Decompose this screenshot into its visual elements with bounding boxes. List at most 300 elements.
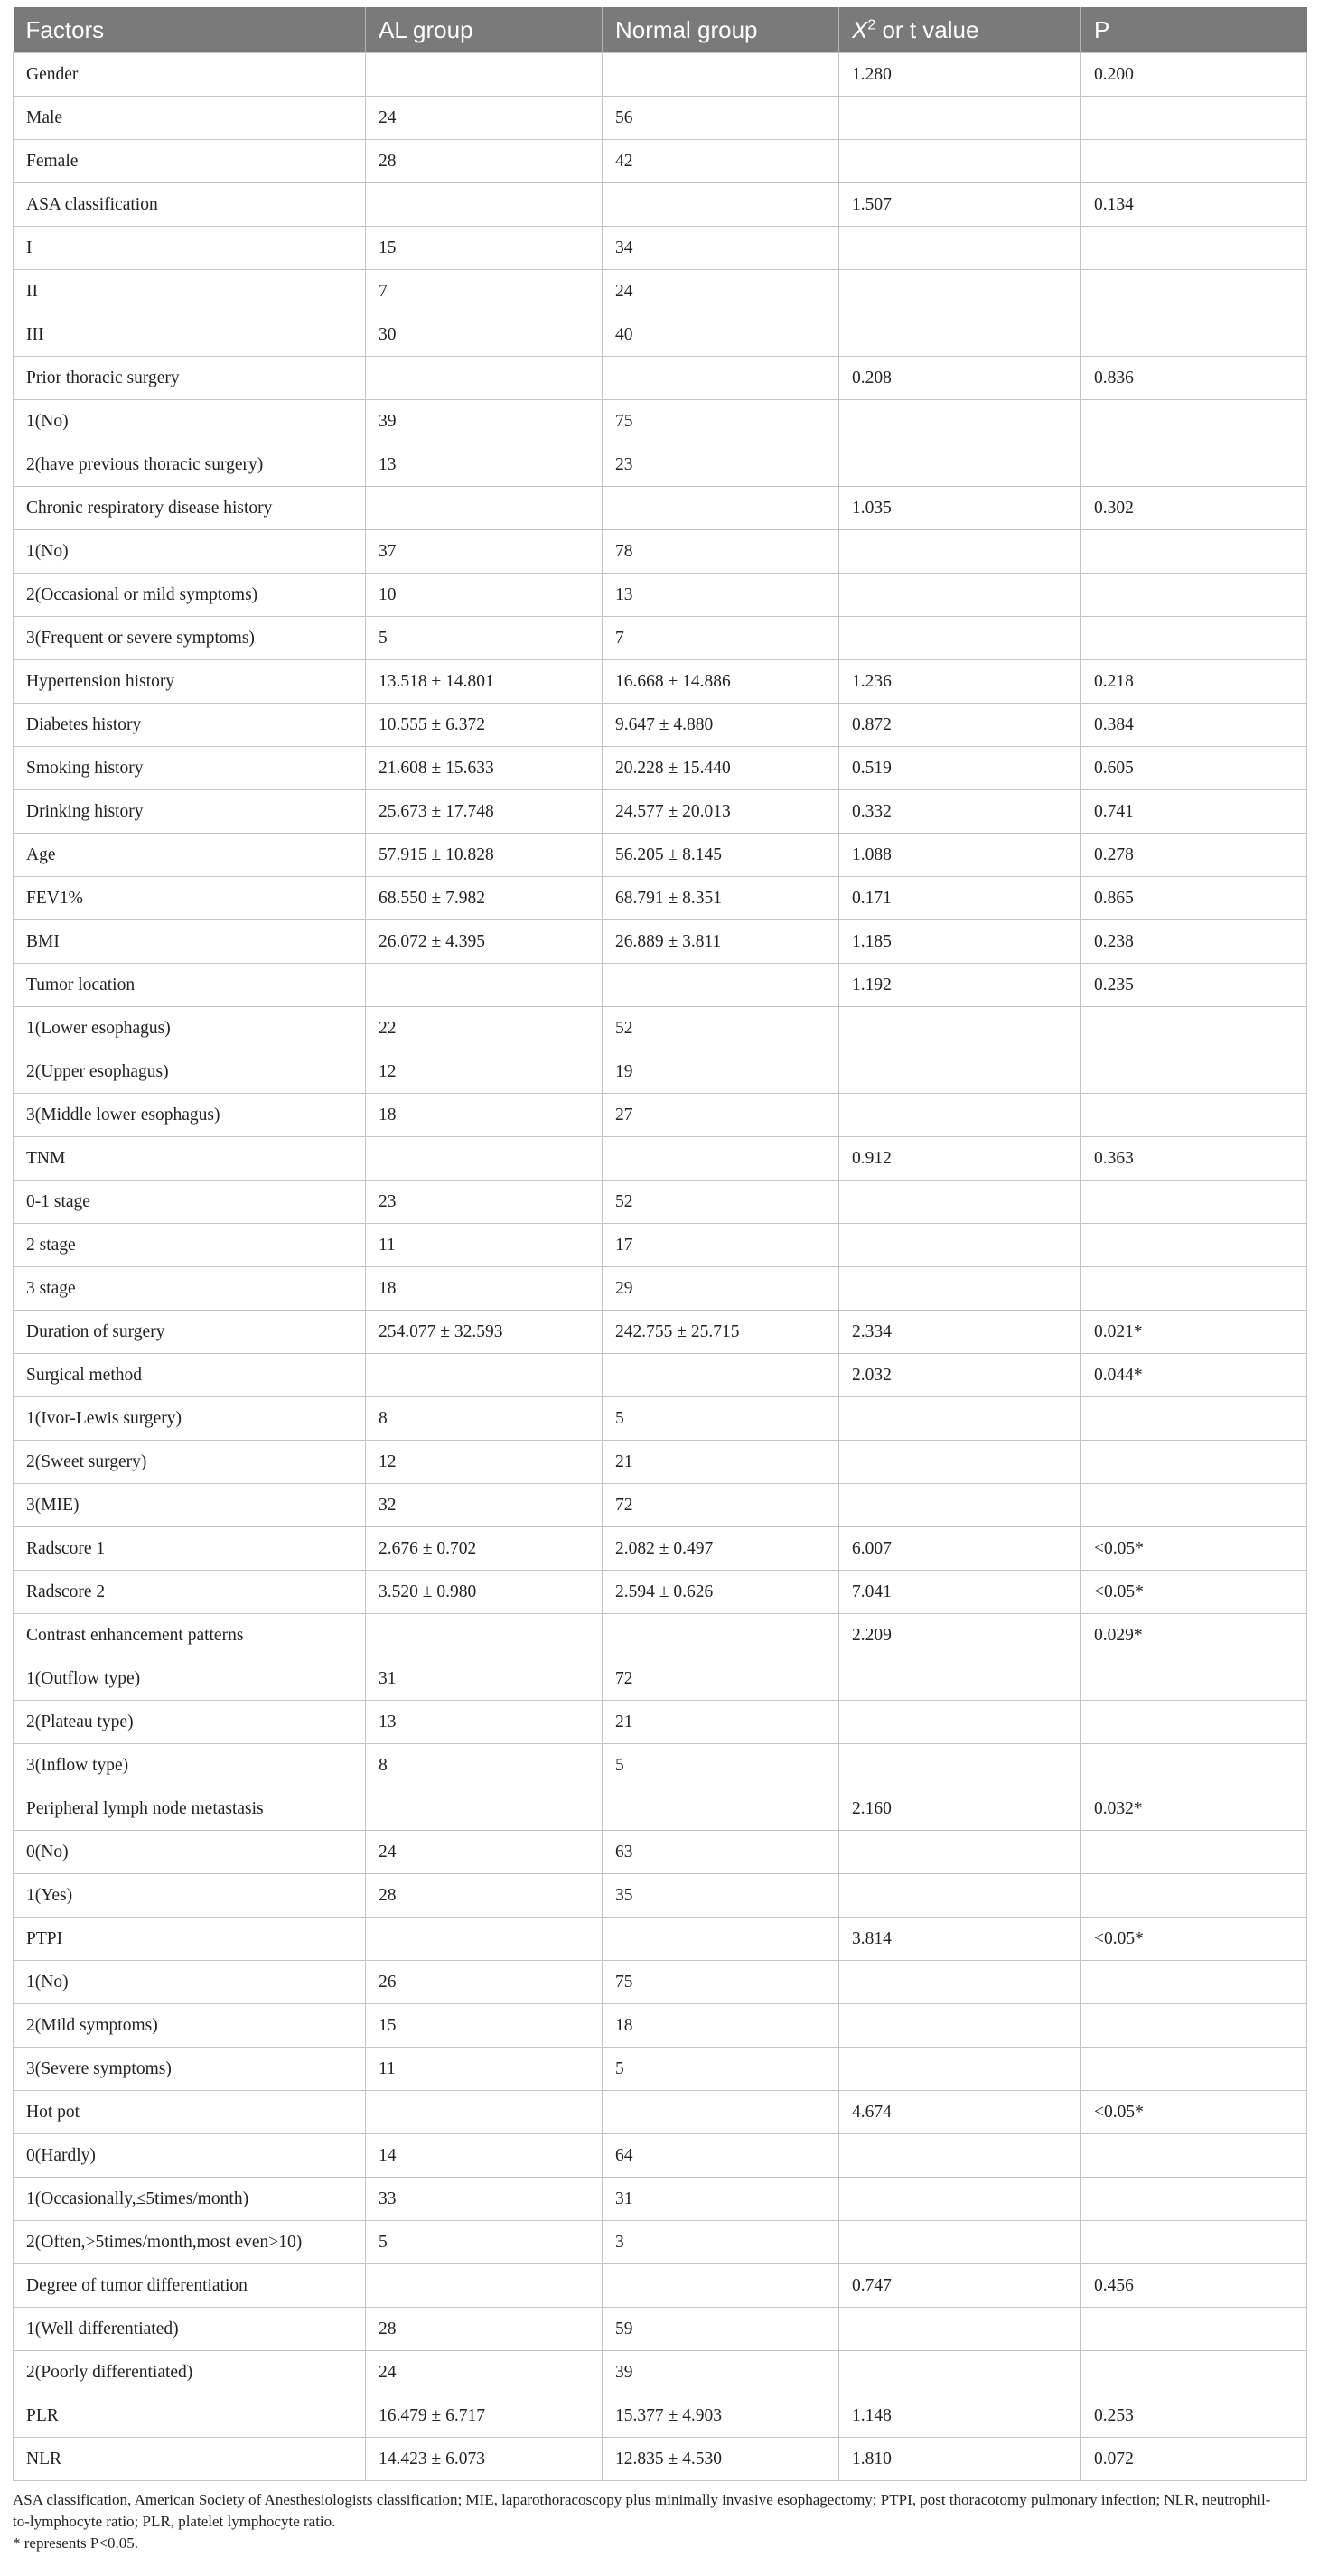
statistic-cell	[839, 1961, 1081, 2004]
statistic-cell	[839, 1181, 1081, 1224]
al-group-cell: 12	[366, 1050, 603, 1094]
factor-cell: 1(Yes)	[14, 1874, 366, 1918]
al-group-cell: 8	[366, 1397, 603, 1441]
normal-group-cell: 42	[603, 140, 839, 183]
normal-group-cell: 23	[603, 443, 839, 487]
table-row	[14, 660, 1307, 704]
p-value-cell	[1081, 443, 1307, 487]
al-group-cell: 15	[366, 227, 603, 270]
table-row	[14, 1614, 1307, 1657]
factor-cell: 1(No)	[14, 400, 366, 443]
factor-cell: 1(Well differentiated)	[14, 2308, 366, 2351]
factor-cell: 3(MIE)	[14, 1484, 366, 1527]
statistic-cell	[839, 1874, 1081, 1918]
table-row	[14, 920, 1307, 964]
statistic-cell: 1.192	[839, 964, 1081, 1007]
statistic-cell	[839, 2221, 1081, 2264]
table-row	[14, 530, 1307, 574]
table-row	[14, 790, 1307, 834]
footnote-significance: * represents P<0.05.	[13, 2534, 138, 2552]
al-group-cell	[366, 1137, 603, 1181]
al-group-cell: 14	[366, 2134, 603, 2178]
factor-cell: II	[14, 270, 366, 313]
table-row	[14, 2134, 1307, 2178]
p-value-cell	[1081, 2221, 1307, 2264]
p-value-cell	[1081, 1050, 1307, 1094]
p-value-cell	[1081, 1224, 1307, 1267]
statistic-cell: 1.280	[839, 53, 1081, 97]
table-row	[14, 400, 1307, 443]
factor-cell: Radscore 1	[14, 1527, 366, 1571]
table-row	[14, 270, 1307, 313]
factor-cell: 3(Severe symptoms)	[14, 2048, 366, 2091]
factor-cell: 1(No)	[14, 1961, 366, 2004]
al-group-cell: 13	[366, 1701, 603, 1744]
normal-group-cell: 7	[603, 617, 839, 660]
table-row	[14, 313, 1307, 357]
table-row	[14, 617, 1307, 660]
table-row	[14, 1787, 1307, 1831]
normal-group-cell: 16.668 ± 14.886	[603, 660, 839, 704]
p-value-cell: <0.05*	[1081, 1918, 1307, 1961]
normal-group-cell: 21	[603, 1441, 839, 1484]
normal-group-cell: 52	[603, 1007, 839, 1050]
statistic-cell	[839, 1701, 1081, 1744]
table-header	[14, 7, 1307, 53]
al-group-cell: 28	[366, 140, 603, 183]
table-row	[14, 574, 1307, 617]
factor-cell: 3(Inflow type)	[14, 1744, 366, 1787]
statistic-cell	[839, 1007, 1081, 1050]
al-group-cell: 10	[366, 574, 603, 617]
factor-cell: 1(Outflow type)	[14, 1657, 366, 1701]
factor-cell: BMI	[14, 920, 366, 964]
statistic-cell: 1.148	[839, 2394, 1081, 2438]
al-group-cell: 14.423 ± 6.073	[366, 2438, 603, 2481]
p-value-cell	[1081, 1484, 1307, 1527]
statistic-cell: 4.674	[839, 2091, 1081, 2134]
normal-group-cell: 40	[603, 313, 839, 357]
normal-group-cell: 20.228 ± 15.440	[603, 747, 839, 790]
al-group-cell: 15	[366, 2004, 603, 2048]
table-row	[14, 1831, 1307, 1874]
statistic-cell: 1.810	[839, 2438, 1081, 2481]
p-value-cell: 0.134	[1081, 183, 1307, 227]
factor-cell: Chronic respiratory disease history	[14, 487, 366, 530]
p-value-cell	[1081, 2004, 1307, 2048]
table-row	[14, 2351, 1307, 2394]
p-value-cell: 0.384	[1081, 704, 1307, 747]
factor-cell: I	[14, 227, 366, 270]
al-group-cell	[366, 2091, 603, 2134]
normal-group-cell: 9.647 ± 4.880	[603, 704, 839, 747]
normal-group-cell: 17	[603, 1224, 839, 1267]
p-value-cell: 0.363	[1081, 1137, 1307, 1181]
table-row	[14, 1744, 1307, 1787]
normal-group-cell: 242.755 ± 25.715	[603, 1311, 839, 1354]
normal-group-cell: 19	[603, 1050, 839, 1094]
al-group-cell	[366, 53, 603, 97]
p-value-cell	[1081, 97, 1307, 140]
p-value-cell: 0.278	[1081, 834, 1307, 877]
factor-cell: Diabetes history	[14, 704, 366, 747]
al-group-cell: 57.915 ± 10.828	[366, 834, 603, 877]
table-row	[14, 443, 1307, 487]
statistic-cell	[839, 2308, 1081, 2351]
al-group-cell: 18	[366, 1267, 603, 1311]
statistic-cell: 1.507	[839, 183, 1081, 227]
table-row	[14, 227, 1307, 270]
al-group-cell	[366, 1354, 603, 1397]
al-group-cell: 26.072 ± 4.395	[366, 920, 603, 964]
factor-cell: Peripheral lymph node metastasis	[14, 1787, 366, 1831]
normal-group-cell	[603, 1137, 839, 1181]
al-group-cell: 10.555 ± 6.372	[366, 704, 603, 747]
statistic-cell	[839, 443, 1081, 487]
normal-group-cell: 13	[603, 574, 839, 617]
al-group-cell	[366, 183, 603, 227]
normal-group-cell: 75	[603, 1961, 839, 2004]
al-group-cell	[366, 2264, 603, 2308]
statistic-cell	[839, 574, 1081, 617]
p-value-cell: 0.238	[1081, 920, 1307, 964]
footnote-abbreviations: ASA classification, American Society of Anesthesiologists classification; MIE, laparothoracoscopy plus minimally invasive esophagectomy; PTPI, post thoracotomy pulmonary infection; NLR, neutrophil-to-lymphocyte ratio; PLR, platelet lymphocyte ratio.	[13, 2491, 1271, 2530]
normal-group-cell	[603, 2264, 839, 2308]
normal-group-cell: 24	[603, 270, 839, 313]
table-row	[14, 1311, 1307, 1354]
p-value-cell	[1081, 313, 1307, 357]
header-normal-group: Normal group	[603, 7, 839, 53]
p-value-cell	[1081, 1441, 1307, 1484]
normal-group-cell	[603, 53, 839, 97]
factor-cell: FEV1%	[14, 877, 366, 920]
p-value-cell	[1081, 1181, 1307, 1224]
p-value-cell	[1081, 1744, 1307, 1787]
header-statistic-label: or t value	[875, 15, 979, 43]
al-group-cell: 28	[366, 2308, 603, 2351]
factor-cell: 1(No)	[14, 530, 366, 574]
al-group-cell	[366, 1787, 603, 1831]
statistic-cell	[839, 1094, 1081, 1137]
al-group-cell: 13	[366, 443, 603, 487]
normal-group-cell: 5	[603, 1744, 839, 1787]
p-value-cell	[1081, 2134, 1307, 2178]
table-body	[14, 53, 1307, 2481]
statistic-cell	[839, 400, 1081, 443]
p-value-cell	[1081, 1961, 1307, 2004]
p-value-cell: <0.05*	[1081, 1527, 1307, 1571]
al-group-cell: 5	[366, 2221, 603, 2264]
factor-cell: 2(Occasional or mild symptoms)	[14, 574, 366, 617]
p-value-cell: 0.253	[1081, 2394, 1307, 2438]
factor-cell: Gender	[14, 53, 366, 97]
p-value-cell	[1081, 2308, 1307, 2351]
p-value-cell	[1081, 1267, 1307, 1311]
normal-group-cell: 18	[603, 2004, 839, 2048]
table-row	[14, 1657, 1307, 1701]
factor-cell: Hot pot	[14, 2091, 366, 2134]
factor-cell: 2(Often,>5times/month,most even>10)	[14, 2221, 366, 2264]
p-value-cell	[1081, 530, 1307, 574]
statistic-cell	[839, 1831, 1081, 1874]
table-row	[14, 183, 1307, 227]
p-value-cell: <0.05*	[1081, 1571, 1307, 1614]
statistic-cell	[839, 1744, 1081, 1787]
normal-group-cell: 56	[603, 97, 839, 140]
table-row	[14, 1267, 1307, 1311]
normal-group-cell: 63	[603, 1831, 839, 1874]
p-value-cell	[1081, 574, 1307, 617]
al-group-cell: 33	[366, 2178, 603, 2221]
normal-group-cell: 24.577 ± 20.013	[603, 790, 839, 834]
statistic-cell	[839, 97, 1081, 140]
factor-cell: ASA classification	[14, 183, 366, 227]
table-row	[14, 747, 1307, 790]
table-row	[14, 1571, 1307, 1614]
normal-group-cell: 2.082 ± 0.497	[603, 1527, 839, 1571]
normal-group-cell: 3	[603, 2221, 839, 2264]
p-value-cell	[1081, 2178, 1307, 2221]
factor-cell: 2(have previous thoracic surgery)	[14, 443, 366, 487]
p-value-cell	[1081, 1874, 1307, 1918]
statistic-cell	[839, 1397, 1081, 1441]
statistic-cell: 1.236	[839, 660, 1081, 704]
statistic-cell	[839, 2004, 1081, 2048]
table-row	[14, 1527, 1307, 1571]
statistic-cell: 0.171	[839, 877, 1081, 920]
p-value-cell	[1081, 1397, 1307, 1441]
al-group-cell: 3.520 ± 0.980	[366, 1571, 603, 1614]
factor-cell: 2(Plateau type)	[14, 1701, 366, 1744]
p-value-cell: <0.05*	[1081, 2091, 1307, 2134]
normal-group-cell: 5	[603, 1397, 839, 1441]
al-group-cell: 8	[366, 1744, 603, 1787]
p-value-cell: 0.029*	[1081, 1614, 1307, 1657]
factor-cell: 3(Frequent or severe symptoms)	[14, 617, 366, 660]
table-row	[14, 1484, 1307, 1527]
normal-group-cell: 12.835 ± 4.530	[603, 2438, 839, 2481]
factor-cell: Hypertension history	[14, 660, 366, 704]
al-group-cell: 30	[366, 313, 603, 357]
table-row	[14, 1050, 1307, 1094]
header-statistic-superscript: 2	[867, 16, 876, 33]
al-group-cell: 39	[366, 400, 603, 443]
header-al-group: AL group	[366, 7, 603, 53]
p-value-cell: 0.218	[1081, 660, 1307, 704]
normal-group-cell: 72	[603, 1657, 839, 1701]
al-group-cell: 13.518 ± 14.801	[366, 660, 603, 704]
statistic-cell: 0.747	[839, 2264, 1081, 2308]
table-row	[14, 2048, 1307, 2091]
p-value-cell: 0.200	[1081, 53, 1307, 97]
statistic-cell: 0.912	[839, 1137, 1081, 1181]
header-factors: Factors	[14, 7, 366, 53]
factor-cell: 2(Poorly differentiated)	[14, 2351, 366, 2394]
factor-cell: Tumor location	[14, 964, 366, 1007]
al-group-cell: 2.676 ± 0.702	[366, 1527, 603, 1571]
factor-cell: 0-1 stage	[14, 1181, 366, 1224]
table-page	[13, 7, 1306, 2554]
p-value-cell: 0.021*	[1081, 1311, 1307, 1354]
p-value-cell	[1081, 400, 1307, 443]
factor-cell: NLR	[14, 2438, 366, 2481]
factor-cell: Prior thoracic surgery	[14, 357, 366, 400]
factor-cell: III	[14, 313, 366, 357]
statistic-cell	[839, 530, 1081, 574]
al-group-cell: 24	[366, 97, 603, 140]
factor-cell: Surgical method	[14, 1354, 366, 1397]
header-statistic	[839, 7, 1081, 53]
normal-group-cell: 75	[603, 400, 839, 443]
normal-group-cell	[603, 2091, 839, 2134]
factor-cell: 1(Occasionally,≤5times/month)	[14, 2178, 366, 2221]
al-group-cell: 26	[366, 1961, 603, 2004]
statistic-cell	[839, 617, 1081, 660]
table-row	[14, 2091, 1307, 2134]
statistic-cell: 2.334	[839, 1311, 1081, 1354]
statistic-cell	[839, 1484, 1081, 1527]
factor-cell: 1(Ivor-Lewis surgery)	[14, 1397, 366, 1441]
al-group-cell: 23	[366, 1181, 603, 1224]
p-value-cell	[1081, 2048, 1307, 2091]
p-value-cell: 0.032*	[1081, 1787, 1307, 1831]
table-row	[14, 2394, 1307, 2438]
normal-group-cell: 21	[603, 1701, 839, 1744]
statistic-cell	[839, 1657, 1081, 1701]
normal-group-cell: 27	[603, 1094, 839, 1137]
statistic-cell: 0.208	[839, 357, 1081, 400]
normal-group-cell: 39	[603, 2351, 839, 2394]
statistic-cell: 2.160	[839, 1787, 1081, 1831]
statistic-cell	[839, 270, 1081, 313]
statistic-cell	[839, 2178, 1081, 2221]
table-row	[14, 140, 1307, 183]
factor-cell: PLR	[14, 2394, 366, 2438]
al-group-cell: 28	[366, 1874, 603, 1918]
statistic-cell	[839, 313, 1081, 357]
factor-cell: Drinking history	[14, 790, 366, 834]
p-value-cell	[1081, 1007, 1307, 1050]
table-row	[14, 357, 1307, 400]
statistic-cell: 2.032	[839, 1354, 1081, 1397]
factor-cell: 2(Sweet surgery)	[14, 1441, 366, 1484]
normal-group-cell: 31	[603, 2178, 839, 2221]
table-row	[14, 2308, 1307, 2351]
factor-cell: Radscore 2	[14, 1571, 366, 1614]
statistic-cell: 6.007	[839, 1527, 1081, 1571]
footnotes	[13, 2489, 1277, 2554]
factor-cell: TNM	[14, 1137, 366, 1181]
p-value-cell: 0.865	[1081, 877, 1307, 920]
normal-group-cell: 64	[603, 2134, 839, 2178]
normal-group-cell: 15.377 ± 4.903	[603, 2394, 839, 2438]
al-group-cell: 21.608 ± 15.633	[366, 747, 603, 790]
statistic-cell	[839, 1050, 1081, 1094]
normal-group-cell: 5	[603, 2048, 839, 2091]
al-group-cell: 37	[366, 530, 603, 574]
table-row	[14, 2004, 1307, 2048]
factor-cell: 0(Hardly)	[14, 2134, 366, 2178]
factor-cell: Age	[14, 834, 366, 877]
normal-group-cell: 52	[603, 1181, 839, 1224]
normal-group-cell	[603, 1918, 839, 1961]
al-group-cell: 18	[366, 1094, 603, 1137]
table-row	[14, 834, 1307, 877]
table-row	[14, 2178, 1307, 2221]
data-table	[13, 7, 1307, 2481]
al-group-cell: 5	[366, 617, 603, 660]
table-row	[14, 964, 1307, 1007]
al-group-cell: 7	[366, 270, 603, 313]
factor-cell: 1(Lower esophagus)	[14, 1007, 366, 1050]
table-row	[14, 704, 1307, 747]
table-row	[14, 1701, 1307, 1744]
statistic-cell	[839, 2048, 1081, 2091]
statistic-cell: 1.035	[839, 487, 1081, 530]
factor-cell: PTPI	[14, 1918, 366, 1961]
factor-cell: Male	[14, 97, 366, 140]
table-row	[14, 1007, 1307, 1050]
al-group-cell	[366, 487, 603, 530]
normal-group-cell: 59	[603, 2308, 839, 2351]
normal-group-cell	[603, 964, 839, 1007]
table-row	[14, 1961, 1307, 2004]
table-row	[14, 2438, 1307, 2481]
table-row	[14, 487, 1307, 530]
p-value-cell	[1081, 617, 1307, 660]
factor-cell: 2(Mild symptoms)	[14, 2004, 366, 2048]
statistic-cell	[839, 1224, 1081, 1267]
al-group-cell: 11	[366, 2048, 603, 2091]
normal-group-cell: 2.594 ± 0.626	[603, 1571, 839, 1614]
table-row	[14, 877, 1307, 920]
statistic-cell	[839, 140, 1081, 183]
table-row	[14, 1094, 1307, 1137]
p-value-cell: 0.836	[1081, 357, 1307, 400]
statistic-cell: 1.088	[839, 834, 1081, 877]
al-group-cell: 11	[366, 1224, 603, 1267]
normal-group-cell: 29	[603, 1267, 839, 1311]
p-value-cell: 0.235	[1081, 964, 1307, 1007]
p-value-cell: 0.072	[1081, 2438, 1307, 2481]
normal-group-cell: 78	[603, 530, 839, 574]
p-value-cell	[1081, 1094, 1307, 1137]
statistic-cell: 7.041	[839, 1571, 1081, 1614]
normal-group-cell	[603, 1354, 839, 1397]
al-group-cell: 16.479 ± 6.717	[366, 2394, 603, 2438]
table-row	[14, 1137, 1307, 1181]
factor-cell: Female	[14, 140, 366, 183]
factor-cell: Contrast enhancement patterns	[14, 1614, 366, 1657]
factor-cell: 2 stage	[14, 1224, 366, 1267]
al-group-cell	[366, 964, 603, 1007]
p-value-cell: 0.044*	[1081, 1354, 1307, 1397]
al-group-cell	[366, 1614, 603, 1657]
normal-group-cell	[603, 1787, 839, 1831]
al-group-cell: 24	[366, 2351, 603, 2394]
al-group-cell	[366, 357, 603, 400]
normal-group-cell	[603, 487, 839, 530]
table-row	[14, 53, 1307, 97]
statistic-cell: 0.519	[839, 747, 1081, 790]
factor-cell: 0(No)	[14, 1831, 366, 1874]
normal-group-cell: 56.205 ± 8.145	[603, 834, 839, 877]
normal-group-cell: 72	[603, 1484, 839, 1527]
header-statistic-symbol: X	[852, 15, 868, 43]
header-p-value: P	[1081, 7, 1307, 53]
al-group-cell: 32	[366, 1484, 603, 1527]
statistic-cell: 1.185	[839, 920, 1081, 964]
